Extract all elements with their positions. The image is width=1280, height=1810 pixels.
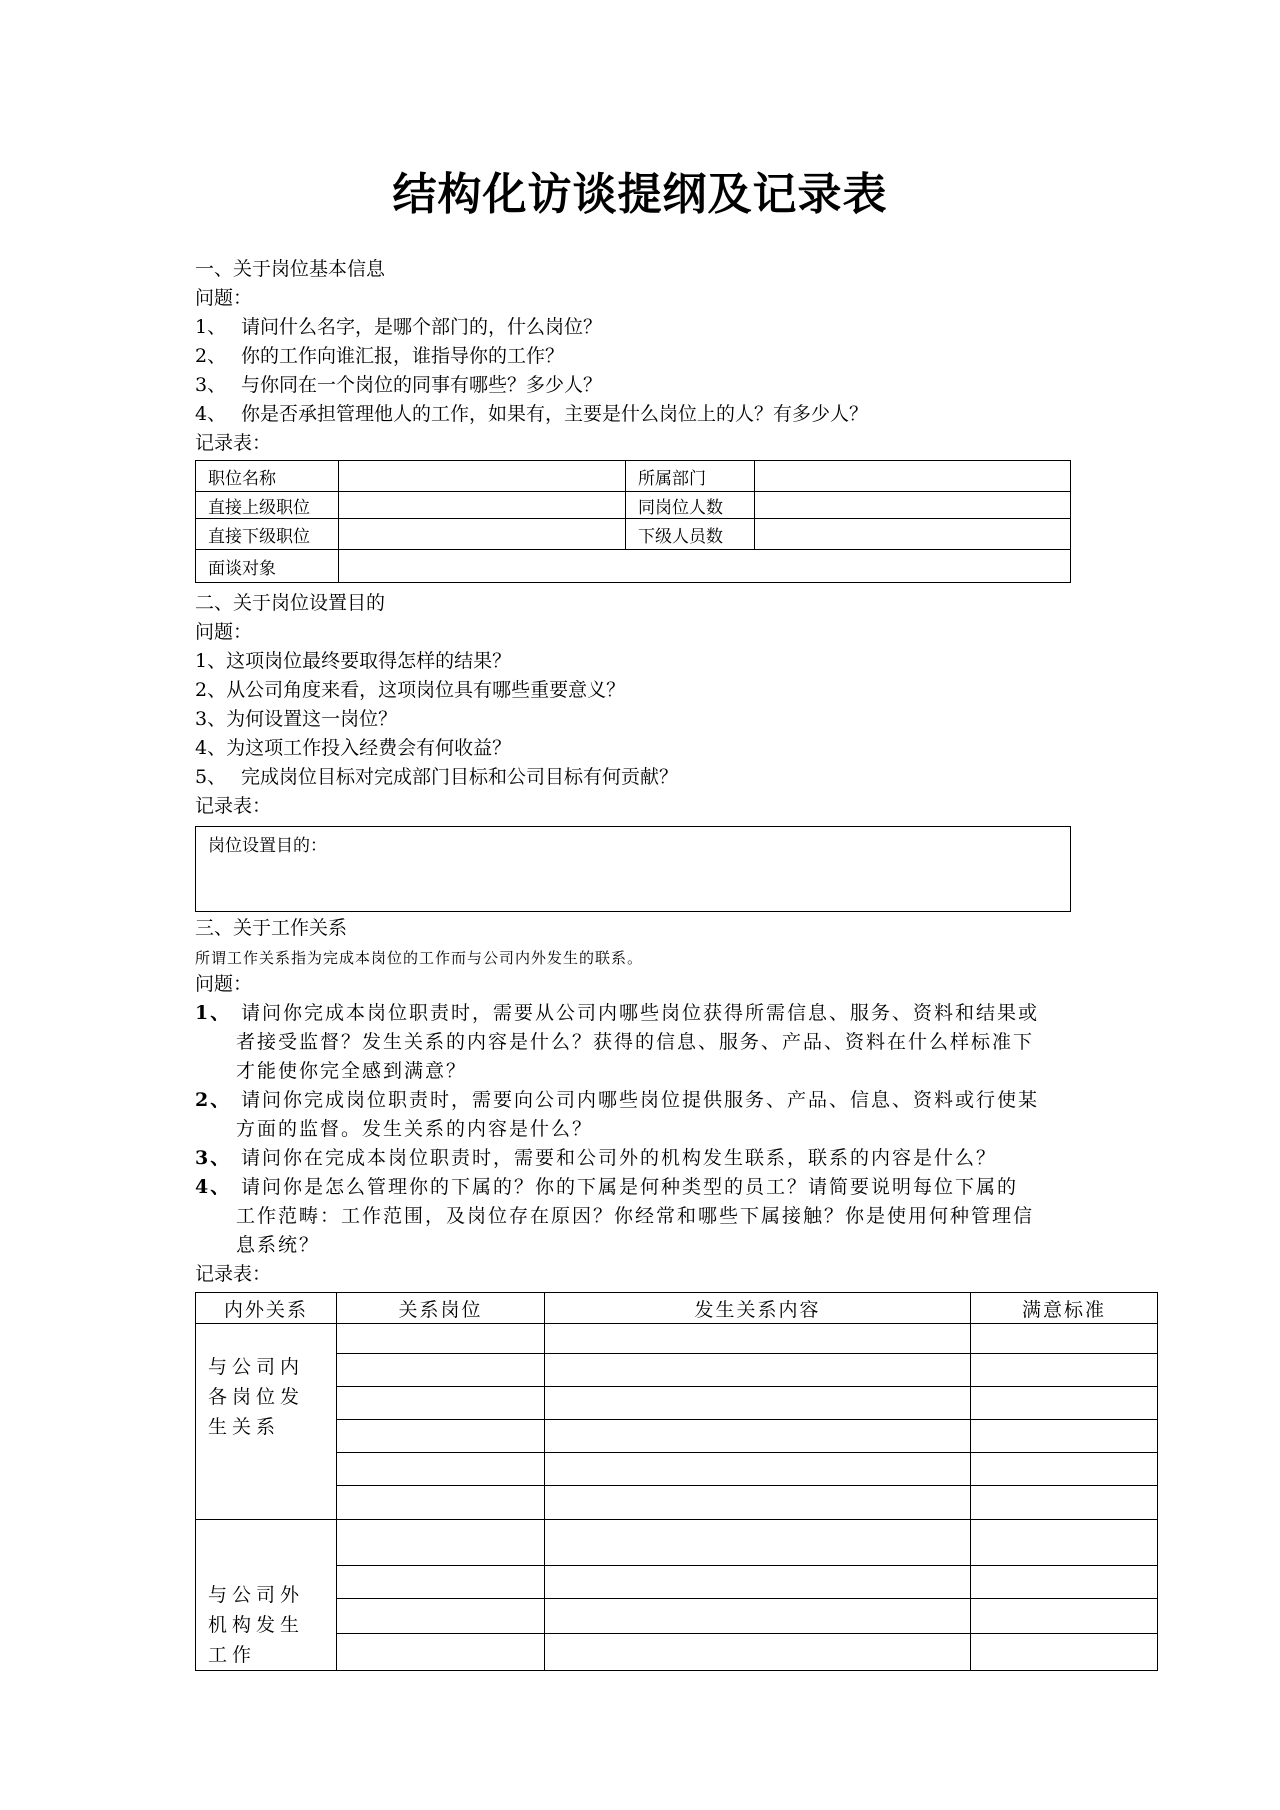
table-cell[interactable]	[545, 1520, 971, 1566]
question-text-line: 者接受监督？发生关系的内容是什么？获得的信息、服务、产品、资料在什么样标准下	[236, 1031, 1035, 1053]
section2-record-label: 记录表：	[195, 795, 272, 817]
section2-question-4: 4、为这项工作投入经费会有何收益？	[195, 737, 512, 759]
section3-question-4	[195, 1173, 1018, 1201]
table-cell[interactable]	[337, 1633, 545, 1670]
section2-question-5	[195, 763, 678, 791]
question-number: 3、	[195, 374, 227, 396]
section2-question-1: 1、这项岗位最终要取得怎样的结果？	[195, 650, 512, 672]
section1-question-4	[195, 400, 868, 428]
table-cell[interactable]	[545, 1633, 971, 1670]
question-number: 4、	[195, 403, 227, 425]
question-text: 你是否承担管理他人的工作，如果有，主要是什么岗位上的人？有多少人？	[241, 403, 869, 425]
question-text-line: 才能使你完全感到满意？	[236, 1060, 468, 1082]
input-interviewee[interactable]	[339, 550, 1071, 583]
group-external: 与公司外机构发生工作	[196, 1520, 337, 1671]
table-cell[interactable]	[545, 1598, 971, 1633]
section3-heading: 三、关于工作关系	[195, 917, 348, 939]
work-relations-table	[195, 1292, 1158, 1671]
header-related-position: 关系岗位	[337, 1293, 545, 1324]
group-internal: 与公司内各岗位发生关系	[196, 1324, 337, 1520]
section1-question-3	[195, 371, 602, 399]
table-cell[interactable]	[971, 1633, 1158, 1670]
table-cell[interactable]	[545, 1453, 971, 1486]
table-cell[interactable]	[337, 1520, 545, 1566]
table-cell[interactable]	[337, 1324, 545, 1354]
input-subordinate-count[interactable]	[755, 519, 1071, 550]
header-relation-content: 发生关系内容	[545, 1293, 971, 1324]
question-text: 请问你完成岗位职责时，需要向公司内哪些岗位提供服务、产品、信息、资料或行使某	[241, 1089, 1040, 1111]
question-text: 请问什么名字，是哪个部门的，什么岗位？	[241, 316, 603, 338]
table-cell[interactable]	[971, 1354, 1158, 1387]
table-cell[interactable]	[971, 1453, 1158, 1486]
section3-question-1	[195, 999, 1039, 1027]
label-interviewee: 面谈对象	[196, 550, 339, 583]
table-cell[interactable]	[971, 1520, 1158, 1566]
section1-question-2	[195, 342, 564, 370]
label-department: 所属部门	[626, 461, 755, 492]
table-cell[interactable]	[971, 1486, 1158, 1520]
question-text: 请问你完成本岗位职责时，需要从公司内哪些岗位获得所需信息、服务、资料和结果或	[241, 1002, 1040, 1024]
question-number: 3、	[195, 1147, 232, 1169]
label-direct-superior: 直接上级职位	[196, 492, 339, 519]
table-cell[interactable]	[545, 1387, 971, 1420]
table-cell[interactable]	[971, 1566, 1158, 1599]
section2-questions-label: 问题：	[195, 621, 253, 643]
input-direct-superior[interactable]	[339, 492, 626, 519]
question-text: 与你同在一个岗位的同事有哪些？多少人？	[241, 374, 603, 396]
table-cell[interactable]	[337, 1453, 545, 1486]
table-cell[interactable]	[337, 1420, 545, 1453]
table-cell[interactable]	[545, 1324, 971, 1354]
table-cell[interactable]	[337, 1354, 545, 1387]
question-number: 4、	[195, 1176, 232, 1198]
section2-heading: 二、关于岗位设置目的	[195, 592, 386, 614]
header-relation-type: 内外关系	[196, 1293, 337, 1324]
question-text-line: 工作范畴：工作范围，及岗位存在原因？你经常和哪些下属接触？你是使用何种管理信	[236, 1205, 1035, 1227]
table-cell[interactable]	[971, 1598, 1158, 1633]
section1-question-1	[195, 313, 602, 341]
section3-question-3	[195, 1144, 997, 1172]
input-position-name[interactable]	[339, 461, 626, 492]
question-number: 1、	[195, 316, 227, 338]
table-cell[interactable]	[545, 1566, 971, 1599]
label-position-name: 职位名称	[196, 461, 339, 492]
question-number: 2、	[195, 345, 227, 367]
question-text-line: 方面的监督。发生关系的内容是什么？	[236, 1118, 594, 1140]
section3-questions-label: 问题：	[195, 973, 253, 995]
section1-heading: 一、关于岗位基本信息	[195, 258, 386, 280]
label-subordinate-count: 下级人员数	[626, 519, 755, 550]
question-text: 请问你是怎么管理你的下属的？你的下属是何种类型的员工？请简要说明每位下属的	[241, 1176, 1019, 1198]
table-cell[interactable]	[337, 1486, 545, 1520]
input-direct-subordinate[interactable]	[339, 519, 626, 550]
table-cell[interactable]	[971, 1324, 1158, 1354]
question-number: 5、	[195, 766, 227, 788]
question-number: 1、	[195, 1002, 232, 1024]
table-cell[interactable]	[971, 1420, 1158, 1453]
position-purpose-box[interactable]	[195, 826, 1071, 912]
section3-question-2	[195, 1086, 1039, 1114]
header-satisfaction-standard: 满意标准	[971, 1293, 1158, 1324]
section1-record-label: 记录表：	[195, 432, 272, 454]
position-purpose-label: 岗位设置目的：	[208, 836, 327, 856]
label-direct-subordinate: 直接下级职位	[196, 519, 339, 550]
basic-info-table	[195, 460, 1071, 583]
section3-record-label: 记录表：	[195, 1263, 272, 1285]
table-cell[interactable]	[971, 1387, 1158, 1420]
question-number: 2、	[195, 1089, 232, 1111]
question-text: 完成岗位目标对完成部门目标和公司目标有何贡献？	[241, 766, 679, 788]
table-cell[interactable]	[545, 1420, 971, 1453]
question-text-line: 息系统？	[236, 1234, 321, 1256]
section2-question-2: 2、从公司角度来看，这项岗位具有哪些重要意义？	[195, 679, 626, 701]
table-cell[interactable]	[545, 1354, 971, 1387]
label-same-position-count: 同岗位人数	[626, 492, 755, 519]
table-cell[interactable]	[337, 1387, 545, 1420]
input-same-position-count[interactable]	[755, 492, 1071, 519]
table-cell[interactable]	[337, 1598, 545, 1633]
page-title: 结构化访谈提纲及记录表	[392, 169, 888, 220]
table-cell[interactable]	[545, 1486, 971, 1520]
input-department[interactable]	[755, 461, 1071, 492]
table-cell[interactable]	[337, 1566, 545, 1599]
section2-question-3: 3、为何设置这一岗位？	[195, 708, 398, 730]
question-text: 你的工作向谁汇报，谁指导你的工作？	[241, 345, 565, 367]
question-text: 请问你在完成本岗位职责时，需要和公司外的机构发生联系，联系的内容是什么？	[241, 1147, 998, 1169]
section1-questions-label: 问题：	[195, 287, 253, 309]
section3-note: 所谓工作关系指为完成本岗位的工作而与公司内外发生的联系。	[195, 949, 644, 967]
